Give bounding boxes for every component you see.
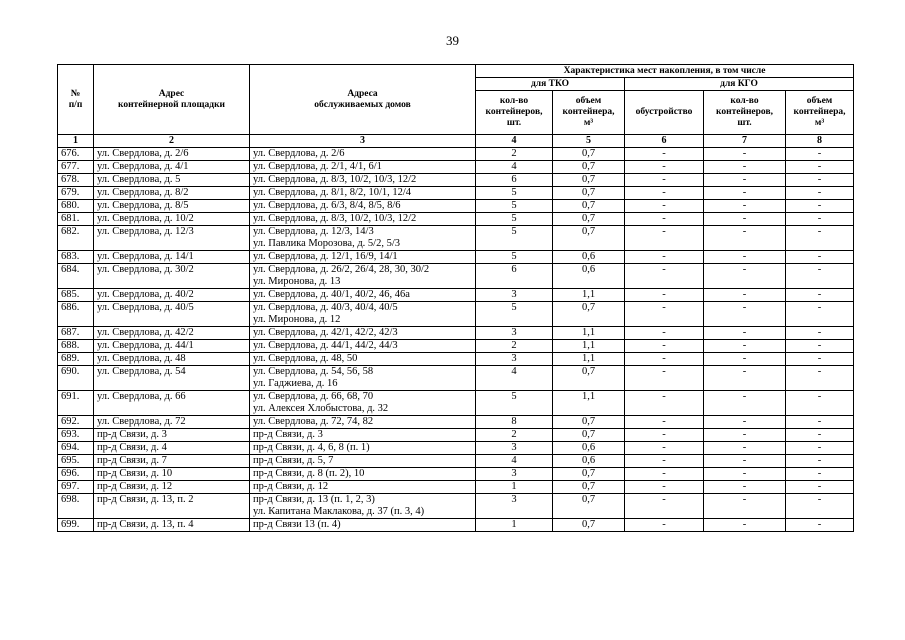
tko-container-volume: 0,6 bbox=[553, 264, 625, 289]
table-row bbox=[58, 468, 854, 481]
served-address-line: ул. Свердлова, д. 72, 74, 82 bbox=[253, 416, 374, 427]
arrangement: - bbox=[625, 353, 704, 366]
table-row bbox=[58, 481, 854, 494]
column-number-row bbox=[58, 135, 854, 148]
arrangement: - bbox=[625, 213, 704, 226]
tko-container-volume: 0,7 bbox=[553, 226, 625, 251]
site-address: ул. Свердлова, д. 8/2 bbox=[94, 187, 250, 200]
tko-container-volume: 0,7 bbox=[553, 481, 625, 494]
table-row bbox=[58, 416, 854, 429]
site-address: ул. Свердлова, д. 40/2 bbox=[94, 289, 250, 302]
kgo-container-volume: - bbox=[786, 264, 854, 289]
header-kgo: для КГО bbox=[625, 78, 854, 91]
served-addresses bbox=[250, 251, 476, 264]
site-address: ул. Свердлова, д. 54 bbox=[94, 366, 250, 391]
kgo-container-count: - bbox=[704, 327, 786, 340]
tko-container-volume: 0,7 bbox=[553, 187, 625, 200]
served-addresses bbox=[250, 161, 476, 174]
kgo-container-volume: - bbox=[786, 187, 854, 200]
kgo-container-count: - bbox=[704, 161, 786, 174]
served-addresses bbox=[250, 416, 476, 429]
tko-container-count: 2 bbox=[476, 340, 553, 353]
row-number: 698. bbox=[58, 494, 94, 519]
arrangement: - bbox=[625, 455, 704, 468]
table-row bbox=[58, 391, 854, 416]
row-number: 686. bbox=[58, 302, 94, 327]
kgo-container-volume: - bbox=[786, 429, 854, 442]
kgo-container-volume: - bbox=[786, 481, 854, 494]
tko-container-count: 3 bbox=[476, 442, 553, 455]
row-number: 687. bbox=[58, 327, 94, 340]
served-addresses bbox=[250, 289, 476, 302]
served-address-line: ул. Свердлова, д. 6/3, 8/4, 8/5, 8/6 bbox=[253, 200, 401, 211]
kgo-container-count: - bbox=[704, 213, 786, 226]
tko-container-count: 8 bbox=[476, 416, 553, 429]
table-row bbox=[58, 161, 854, 174]
kgo-container-count: - bbox=[704, 416, 786, 429]
arrangement: - bbox=[625, 251, 704, 264]
served-addresses bbox=[250, 213, 476, 226]
header-num: № п/п bbox=[58, 65, 94, 135]
row-number: 691. bbox=[58, 391, 94, 416]
column-number: 4 bbox=[476, 135, 553, 148]
tko-container-count: 5 bbox=[476, 391, 553, 416]
tko-container-volume: 0,7 bbox=[553, 416, 625, 429]
tko-container-count: 4 bbox=[476, 161, 553, 174]
table-row bbox=[58, 366, 854, 391]
kgo-container-volume: - bbox=[786, 200, 854, 213]
kgo-container-volume: - bbox=[786, 161, 854, 174]
arrangement: - bbox=[625, 302, 704, 327]
table-row bbox=[58, 264, 854, 289]
kgo-container-count: - bbox=[704, 429, 786, 442]
table-row bbox=[58, 353, 854, 366]
header-served-addresses: Адреса обслуживаемых домов bbox=[250, 65, 476, 135]
row-number: 677. bbox=[58, 161, 94, 174]
tko-container-count: 3 bbox=[476, 327, 553, 340]
tko-container-volume: 0,7 bbox=[553, 148, 625, 161]
tko-container-count: 5 bbox=[476, 200, 553, 213]
kgo-container-count: - bbox=[704, 494, 786, 519]
served-addresses bbox=[250, 174, 476, 187]
arrangement: - bbox=[625, 416, 704, 429]
site-address: пр-д Связи, д. 10 bbox=[94, 468, 250, 481]
kgo-container-volume: - bbox=[786, 174, 854, 187]
site-address: ул. Свердлова, д. 5 bbox=[94, 174, 250, 187]
arrangement: - bbox=[625, 161, 704, 174]
tko-container-volume: 0,7 bbox=[553, 213, 625, 226]
site-address: ул. Свердлова, д. 44/1 bbox=[94, 340, 250, 353]
row-number: 676. bbox=[58, 148, 94, 161]
served-address-line: пр-д Связи, д. 5, 7 bbox=[253, 455, 334, 466]
row-number: 680. bbox=[58, 200, 94, 213]
tko-container-volume: 0,6 bbox=[553, 251, 625, 264]
tko-container-count: 5 bbox=[476, 187, 553, 200]
site-address: ул. Свердлова, д. 42/2 bbox=[94, 327, 250, 340]
served-address-line: ул. Свердлова, д. 2/1, 4/1, 6/1 bbox=[253, 161, 382, 172]
served-addresses bbox=[250, 494, 476, 519]
served-addresses bbox=[250, 200, 476, 213]
table-row bbox=[58, 187, 854, 200]
tko-container-volume: 0,7 bbox=[553, 519, 625, 532]
kgo-container-count: - bbox=[704, 366, 786, 391]
kgo-container-volume: - bbox=[786, 289, 854, 302]
row-number: 683. bbox=[58, 251, 94, 264]
column-number: 1 bbox=[58, 135, 94, 148]
kgo-container-volume: - bbox=[786, 213, 854, 226]
table-row bbox=[58, 429, 854, 442]
tko-container-count: 1 bbox=[476, 481, 553, 494]
row-number: 692. bbox=[58, 416, 94, 429]
kgo-container-count: - bbox=[704, 251, 786, 264]
tko-container-count: 5 bbox=[476, 213, 553, 226]
tko-container-count: 5 bbox=[476, 302, 553, 327]
kgo-container-count: - bbox=[704, 289, 786, 302]
site-address: ул. Свердлова, д. 30/2 bbox=[94, 264, 250, 289]
served-addresses bbox=[250, 455, 476, 468]
served-addresses bbox=[250, 226, 476, 251]
site-address: пр-д Связи, д. 13, п. 4 bbox=[94, 519, 250, 532]
served-address-line: пр-д Связи, д. 13 (п. 1, 2, 3) bbox=[253, 494, 375, 505]
arrangement: - bbox=[625, 340, 704, 353]
header-tko: для ТКО bbox=[476, 78, 625, 91]
column-number: 5 bbox=[553, 135, 625, 148]
tko-container-count: 2 bbox=[476, 148, 553, 161]
served-addresses bbox=[250, 429, 476, 442]
row-number: 695. bbox=[58, 455, 94, 468]
tko-container-volume: 0,7 bbox=[553, 302, 625, 327]
tko-container-count: 3 bbox=[476, 494, 553, 519]
tko-container-volume: 0,7 bbox=[553, 429, 625, 442]
kgo-container-volume: - bbox=[786, 327, 854, 340]
kgo-container-count: - bbox=[704, 481, 786, 494]
kgo-container-count: - bbox=[704, 353, 786, 366]
tko-container-count: 3 bbox=[476, 289, 553, 302]
kgo-container-volume: - bbox=[786, 251, 854, 264]
header-characteristics: Характеристика мест накопления, в том числе bbox=[476, 65, 854, 78]
tko-container-volume: 0,7 bbox=[553, 366, 625, 391]
kgo-container-count: - bbox=[704, 442, 786, 455]
row-number: 688. bbox=[58, 340, 94, 353]
tko-container-volume: 0,7 bbox=[553, 494, 625, 519]
served-address-line: пр-д Связи, д. 4, 6, 8 (п. 1) bbox=[253, 442, 370, 453]
arrangement: - bbox=[625, 226, 704, 251]
row-number: 685. bbox=[58, 289, 94, 302]
tko-container-volume: 1,1 bbox=[553, 391, 625, 416]
served-addresses bbox=[250, 519, 476, 532]
kgo-container-volume: - bbox=[786, 302, 854, 327]
header-tko-count: кол-во контейнеров, шт. bbox=[476, 91, 553, 135]
site-address: ул. Свердлова, д. 12/3 bbox=[94, 226, 250, 251]
site-address: ул. Свердлова, д. 8/5 bbox=[94, 200, 250, 213]
tko-container-count: 5 bbox=[476, 226, 553, 251]
served-address-line: ул. Свердлова, д. 8/1, 8/2, 10/1, 12/4 bbox=[253, 187, 412, 198]
table-row bbox=[58, 519, 854, 532]
kgo-container-volume: - bbox=[786, 494, 854, 519]
served-address-line: ул. Свердлова, д. 54, 56, 58 bbox=[253, 366, 374, 377]
kgo-container-count: - bbox=[704, 264, 786, 289]
served-address-line: ул. Свердлова, д. 12/3, 14/3 bbox=[253, 226, 374, 237]
table-row bbox=[58, 226, 854, 251]
arrangement: - bbox=[625, 174, 704, 187]
served-address-line: ул. Миронова, д. 12 bbox=[253, 314, 341, 325]
served-addresses bbox=[250, 302, 476, 327]
row-number: 693. bbox=[58, 429, 94, 442]
kgo-container-volume: - bbox=[786, 391, 854, 416]
tko-container-volume: 1,1 bbox=[553, 353, 625, 366]
kgo-container-volume: - bbox=[786, 442, 854, 455]
table-row bbox=[58, 442, 854, 455]
site-address: ул. Свердлова, д. 4/1 bbox=[94, 161, 250, 174]
tko-container-count: 2 bbox=[476, 429, 553, 442]
column-number: 6 bbox=[625, 135, 704, 148]
arrangement: - bbox=[625, 481, 704, 494]
table-row bbox=[58, 200, 854, 213]
arrangement: - bbox=[625, 468, 704, 481]
served-address-line: ул. Свердлова, д. 42/1, 42/2, 42/3 bbox=[253, 327, 398, 338]
served-address-line: пр-д Связи, д. 8 (п. 2), 10 bbox=[253, 468, 365, 479]
served-address-line: ул. Миронова, д. 13 bbox=[253, 276, 341, 287]
kgo-container-volume: - bbox=[786, 353, 854, 366]
arrangement: - bbox=[625, 187, 704, 200]
table-row bbox=[58, 340, 854, 353]
arrangement: - bbox=[625, 289, 704, 302]
arrangement: - bbox=[625, 264, 704, 289]
table-row bbox=[58, 289, 854, 302]
table-row bbox=[58, 327, 854, 340]
table-row bbox=[58, 494, 854, 519]
table-row bbox=[58, 251, 854, 264]
site-address: ул. Свердлова, д. 72 bbox=[94, 416, 250, 429]
header-tko-volume: объем контейнера, м³ bbox=[553, 91, 625, 135]
tko-container-volume: 0,7 bbox=[553, 174, 625, 187]
tko-container-count: 6 bbox=[476, 264, 553, 289]
row-number: 697. bbox=[58, 481, 94, 494]
served-address-line: пр-д Связи 13 (п. 4) bbox=[253, 519, 341, 530]
served-addresses bbox=[250, 391, 476, 416]
tko-container-count: 4 bbox=[476, 455, 553, 468]
table-row bbox=[58, 455, 854, 468]
kgo-container-count: - bbox=[704, 340, 786, 353]
row-number: 690. bbox=[58, 366, 94, 391]
tko-container-count: 1 bbox=[476, 519, 553, 532]
arrangement: - bbox=[625, 429, 704, 442]
served-addresses bbox=[250, 353, 476, 366]
kgo-container-count: - bbox=[704, 302, 786, 327]
column-number: 3 bbox=[250, 135, 476, 148]
container-sites-table bbox=[57, 64, 854, 532]
served-address-line: ул. Свердлова, д. 40/3, 40/4, 40/5 bbox=[253, 302, 398, 313]
page-number: 39 bbox=[446, 33, 459, 48]
table-row bbox=[58, 213, 854, 226]
served-address-line: пр-д Связи, д. 3 bbox=[253, 429, 323, 440]
served-addresses bbox=[250, 366, 476, 391]
table-row bbox=[58, 302, 854, 327]
served-addresses bbox=[250, 468, 476, 481]
kgo-container-volume: - bbox=[786, 366, 854, 391]
tko-container-count: 6 bbox=[476, 174, 553, 187]
served-address-line: ул. Свердлова, д. 8/3, 10/2, 10/3, 12/2 bbox=[253, 213, 417, 224]
site-address: ул. Свердлова, д. 10/2 bbox=[94, 213, 250, 226]
kgo-container-count: - bbox=[704, 187, 786, 200]
served-address-line: ул. Капитана Маклакова, д. 37 (п. 3, 4) bbox=[253, 506, 425, 517]
served-address-line: ул. Свердлова, д. 48, 50 bbox=[253, 353, 358, 364]
served-addresses bbox=[250, 264, 476, 289]
arrangement: - bbox=[625, 200, 704, 213]
table-row bbox=[58, 148, 854, 161]
site-address: ул. Свердлова, д. 48 bbox=[94, 353, 250, 366]
served-address-line: ул. Гаджиева, д. 16 bbox=[253, 378, 338, 389]
tko-container-volume: 1,1 bbox=[553, 327, 625, 340]
row-number: 678. bbox=[58, 174, 94, 187]
tko-container-volume: 0,6 bbox=[553, 442, 625, 455]
tko-container-count: 3 bbox=[476, 468, 553, 481]
site-address: ул. Свердлова, д. 66 bbox=[94, 391, 250, 416]
tko-container-count: 5 bbox=[476, 251, 553, 264]
arrangement: - bbox=[625, 494, 704, 519]
arrangement: - bbox=[625, 391, 704, 416]
served-addresses bbox=[250, 340, 476, 353]
served-address-line: ул. Алексея Хлобыстова, д. 32 bbox=[253, 403, 389, 414]
arrangement: - bbox=[625, 148, 704, 161]
arrangement: - bbox=[625, 519, 704, 532]
served-address-line: ул. Свердлова, д. 26/2, 26/4, 28, 30, 30/2 bbox=[253, 264, 430, 275]
row-number: 694. bbox=[58, 442, 94, 455]
kgo-container-count: - bbox=[704, 391, 786, 416]
arrangement: - bbox=[625, 442, 704, 455]
tko-container-volume: 0,6 bbox=[553, 455, 625, 468]
header-site-address: Адрес контейнерной площадки bbox=[94, 65, 250, 135]
arrangement: - bbox=[625, 366, 704, 391]
kgo-container-volume: - bbox=[786, 468, 854, 481]
kgo-container-count: - bbox=[704, 174, 786, 187]
kgo-container-count: - bbox=[704, 226, 786, 251]
site-address: пр-д Связи, д. 3 bbox=[94, 429, 250, 442]
site-address: пр-д Связи, д. 7 bbox=[94, 455, 250, 468]
row-number: 681. bbox=[58, 213, 94, 226]
column-number: 2 bbox=[94, 135, 250, 148]
kgo-container-count: - bbox=[704, 468, 786, 481]
kgo-container-volume: - bbox=[786, 455, 854, 468]
table-row bbox=[58, 174, 854, 187]
site-address: ул. Свердлова, д. 2/6 bbox=[94, 148, 250, 161]
row-number: 684. bbox=[58, 264, 94, 289]
tko-container-volume: 0,7 bbox=[553, 468, 625, 481]
header-arrangement: обустройство bbox=[625, 91, 704, 135]
row-number: 696. bbox=[58, 468, 94, 481]
arrangement: - bbox=[625, 327, 704, 340]
served-address-line: ул. Свердлова, д. 12/1, 16/9, 14/1 bbox=[253, 251, 398, 262]
served-addresses bbox=[250, 187, 476, 200]
kgo-container-count: - bbox=[704, 455, 786, 468]
served-address-line: ул. Свердлова, д. 44/1, 44/2, 44/3 bbox=[253, 340, 398, 351]
site-address: пр-д Связи, д. 12 bbox=[94, 481, 250, 494]
site-address: ул. Свердлова, д. 40/5 bbox=[94, 302, 250, 327]
served-addresses bbox=[250, 442, 476, 455]
tko-container-volume: 1,1 bbox=[553, 289, 625, 302]
tko-container-volume: 1,1 bbox=[553, 340, 625, 353]
served-addresses bbox=[250, 148, 476, 161]
kgo-container-volume: - bbox=[786, 416, 854, 429]
site-address: пр-д Связи, д. 4 bbox=[94, 442, 250, 455]
kgo-container-volume: - bbox=[786, 226, 854, 251]
served-addresses bbox=[250, 481, 476, 494]
tko-container-count: 4 bbox=[476, 366, 553, 391]
kgo-container-count: - bbox=[704, 148, 786, 161]
kgo-container-count: - bbox=[704, 200, 786, 213]
header-kgo-volume: объем контейнера, м³ bbox=[786, 91, 854, 135]
served-address-line: ул. Свердлова, д. 2/6 bbox=[253, 148, 345, 159]
header-kgo-count: кол-во контейнеров, шт. bbox=[704, 91, 786, 135]
site-address: ул. Свердлова, д. 14/1 bbox=[94, 251, 250, 264]
served-addresses bbox=[250, 327, 476, 340]
kgo-container-count: - bbox=[704, 519, 786, 532]
served-address-line: ул. Павлика Морозова, д. 5/2, 5/3 bbox=[253, 238, 400, 249]
kgo-container-volume: - bbox=[786, 340, 854, 353]
row-number: 682. bbox=[58, 226, 94, 251]
served-address-line: пр-д Связи, д. 12 bbox=[253, 481, 329, 492]
kgo-container-volume: - bbox=[786, 519, 854, 532]
served-address-line: ул. Свердлова, д. 66, 68, 70 bbox=[253, 391, 374, 402]
column-number: 8 bbox=[786, 135, 854, 148]
tko-container-count: 3 bbox=[476, 353, 553, 366]
served-address-line: ул. Свердлова, д. 8/3, 10/2, 10/3, 12/2 bbox=[253, 174, 417, 185]
column-number: 7 bbox=[704, 135, 786, 148]
row-number: 689. bbox=[58, 353, 94, 366]
served-address-line: ул. Свердлова, д. 40/1, 40/2, 46, 46а bbox=[253, 289, 410, 300]
kgo-container-volume: - bbox=[786, 148, 854, 161]
site-address: пр-д Связи, д. 13, п. 2 bbox=[94, 494, 250, 519]
tko-container-volume: 0,7 bbox=[553, 161, 625, 174]
row-number: 679. bbox=[58, 187, 94, 200]
row-number: 699. bbox=[58, 519, 94, 532]
tko-container-volume: 0,7 bbox=[553, 200, 625, 213]
